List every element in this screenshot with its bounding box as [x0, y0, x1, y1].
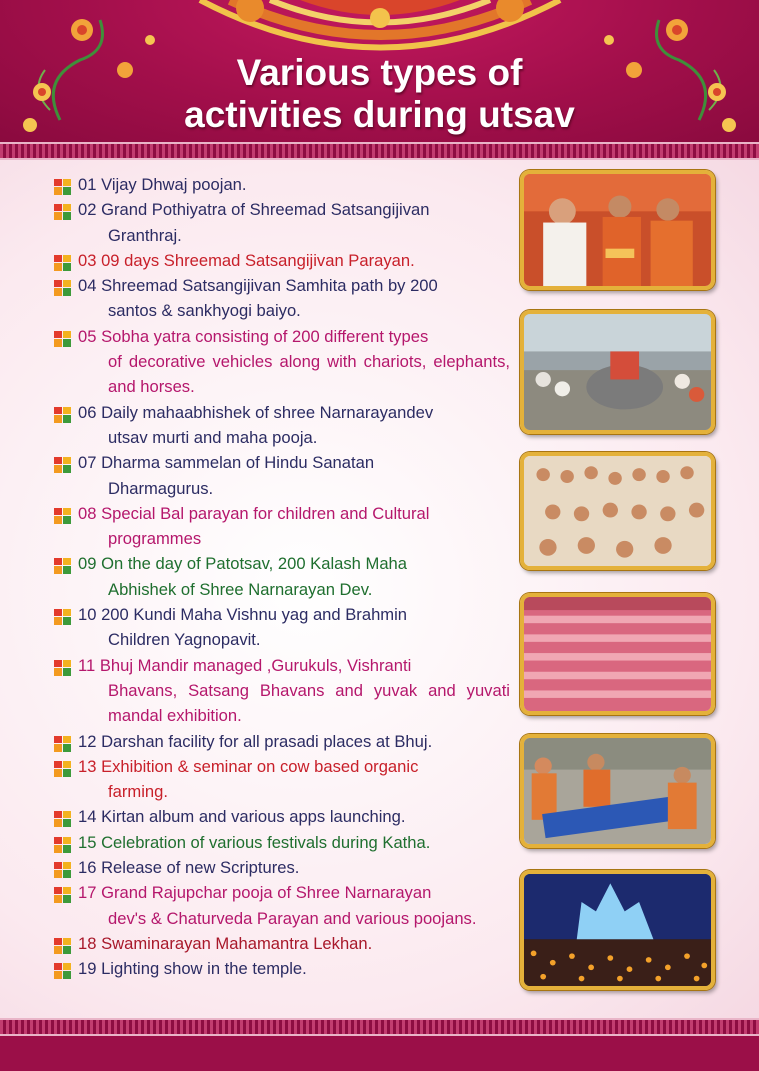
list-item-text: 02 Grand Pothiyatra of Shreemad Satsangijivan	[78, 200, 430, 220]
list-item	[54, 273, 510, 324]
page-title-line2: activities during utsav	[184, 94, 575, 135]
list-item-text: 01 Vijay Dhwaj poojan.	[78, 175, 247, 194]
list-item-text: 12 Darshan facility for all prasadi places at Bhuj.	[78, 731, 433, 751]
bullet-icon	[54, 607, 71, 623]
list-item-continuation: programmes	[108, 529, 202, 549]
list-item	[54, 855, 510, 880]
list-item	[54, 804, 510, 829]
border-strip-top	[0, 142, 759, 160]
list-item	[54, 400, 510, 451]
list-item	[54, 450, 510, 501]
bullet-icon	[54, 860, 71, 876]
list-item	[54, 754, 510, 805]
bullet-icon	[54, 961, 71, 977]
bullet-icon	[54, 885, 71, 901]
list-item-continuation: farming.	[108, 782, 168, 802]
list-item-text: 05 Sobha yatra consisting of 200 different types	[78, 326, 429, 346]
list-item	[54, 602, 510, 653]
list-item-continuation: Abhishek of Shree Narnarayan Dev.	[108, 579, 373, 599]
list-item	[54, 172, 510, 197]
activity-list	[54, 172, 510, 982]
list-item	[54, 956, 510, 981]
list-item	[54, 551, 510, 602]
bullet-icon	[54, 734, 71, 750]
list-item-text: 15 Celebration of various festivals during Katha.	[78, 832, 431, 852]
header-banner	[0, 0, 759, 142]
list-item	[54, 830, 510, 855]
list-item	[54, 880, 510, 931]
border-strip-bottom	[0, 1018, 759, 1036]
bullet-icon	[54, 658, 71, 674]
list-item-text: 17 Grand Rajupchar pooja of Shree Narnarayan	[78, 883, 432, 903]
list-item-continuation: utsav murti and maha pooja.	[108, 427, 318, 447]
list-item-text: 03 09 days Shreemad Satsangijivan Parayan.	[78, 250, 415, 270]
bullet-icon	[54, 405, 71, 421]
page-title-line1: Various types of	[236, 52, 523, 93]
list-item-text: 10 200 Kundi Maha Vishnu yag and Brahmin	[78, 605, 408, 625]
bullet-icon	[54, 809, 71, 825]
list-item-text: 07 Dharma sammelan of Hindu Sanatan	[78, 453, 375, 473]
list-item-text: 06 Daily mahaabhishek of shree Narnarayandev	[78, 402, 434, 422]
list-item	[54, 501, 510, 552]
list-item-text: 18 Swaminarayan Mahamantra Lekhan.	[78, 933, 373, 953]
photo-poojan	[520, 170, 715, 290]
list-item-text: 14 Kirtan album and various apps launching.	[78, 807, 406, 827]
bullet-icon	[54, 253, 71, 269]
photo-lighting-show	[520, 870, 715, 990]
bullet-icon	[54, 759, 71, 775]
list-item	[54, 248, 510, 273]
list-item-continuation: Granthraj.	[108, 225, 182, 245]
photo-sobha-yatra	[520, 310, 715, 434]
list-item-continuation: santos & sankhyogi baiyo.	[108, 301, 301, 321]
list-item-continuation: Bhavans, Satsang Bhavans and yuvak and yuvati mandal exhibition.	[108, 680, 510, 726]
list-item	[54, 324, 510, 400]
list-item-text: 19 Lighting show in the temple.	[78, 959, 307, 979]
bullet-icon	[54, 329, 71, 345]
list-item-text: 11 Bhuj Mandir managed ,Gurukuls, Vishranti	[78, 655, 412, 675]
photo-exhibition	[520, 734, 715, 848]
list-item-continuation: of decorative vehicles along with chariots, elephants, and horses.	[108, 352, 510, 397]
list-item-text: 08 Special Bal parayan for children and Cultural	[78, 503, 430, 523]
bullet-icon	[54, 556, 71, 572]
list-item-text: 04 Shreemad Satsangijivan Samhita path by 200	[78, 276, 438, 296]
list-item-text: 13 Exhibition & seminar on cow based organic	[78, 756, 419, 776]
bullet-icon	[54, 177, 71, 193]
list-item-continuation: Dharmagurus.	[108, 478, 214, 498]
list-item	[54, 931, 510, 956]
bullet-icon	[54, 202, 71, 218]
bullet-icon	[54, 936, 71, 952]
bullet-icon	[54, 278, 71, 294]
bullet-icon	[54, 455, 71, 471]
list-item	[54, 729, 510, 754]
list-item	[54, 197, 510, 248]
bullet-icon	[54, 506, 71, 522]
bullet-icon	[54, 835, 71, 851]
list-item-text: 09 On the day of Patotsav, 200 Kalash Maha	[78, 554, 408, 574]
photo-dharma-sammelan	[520, 452, 715, 570]
photo-crowd	[520, 593, 715, 715]
list-item	[54, 653, 510, 729]
list-item-text: 16 Release of new Scriptures.	[78, 858, 300, 878]
list-item-continuation: dev's & Chaturveda Parayan and various poojans.	[108, 908, 477, 928]
list-item-continuation: Children Yagnopavit.	[108, 630, 261, 650]
footer-band	[0, 1036, 759, 1071]
